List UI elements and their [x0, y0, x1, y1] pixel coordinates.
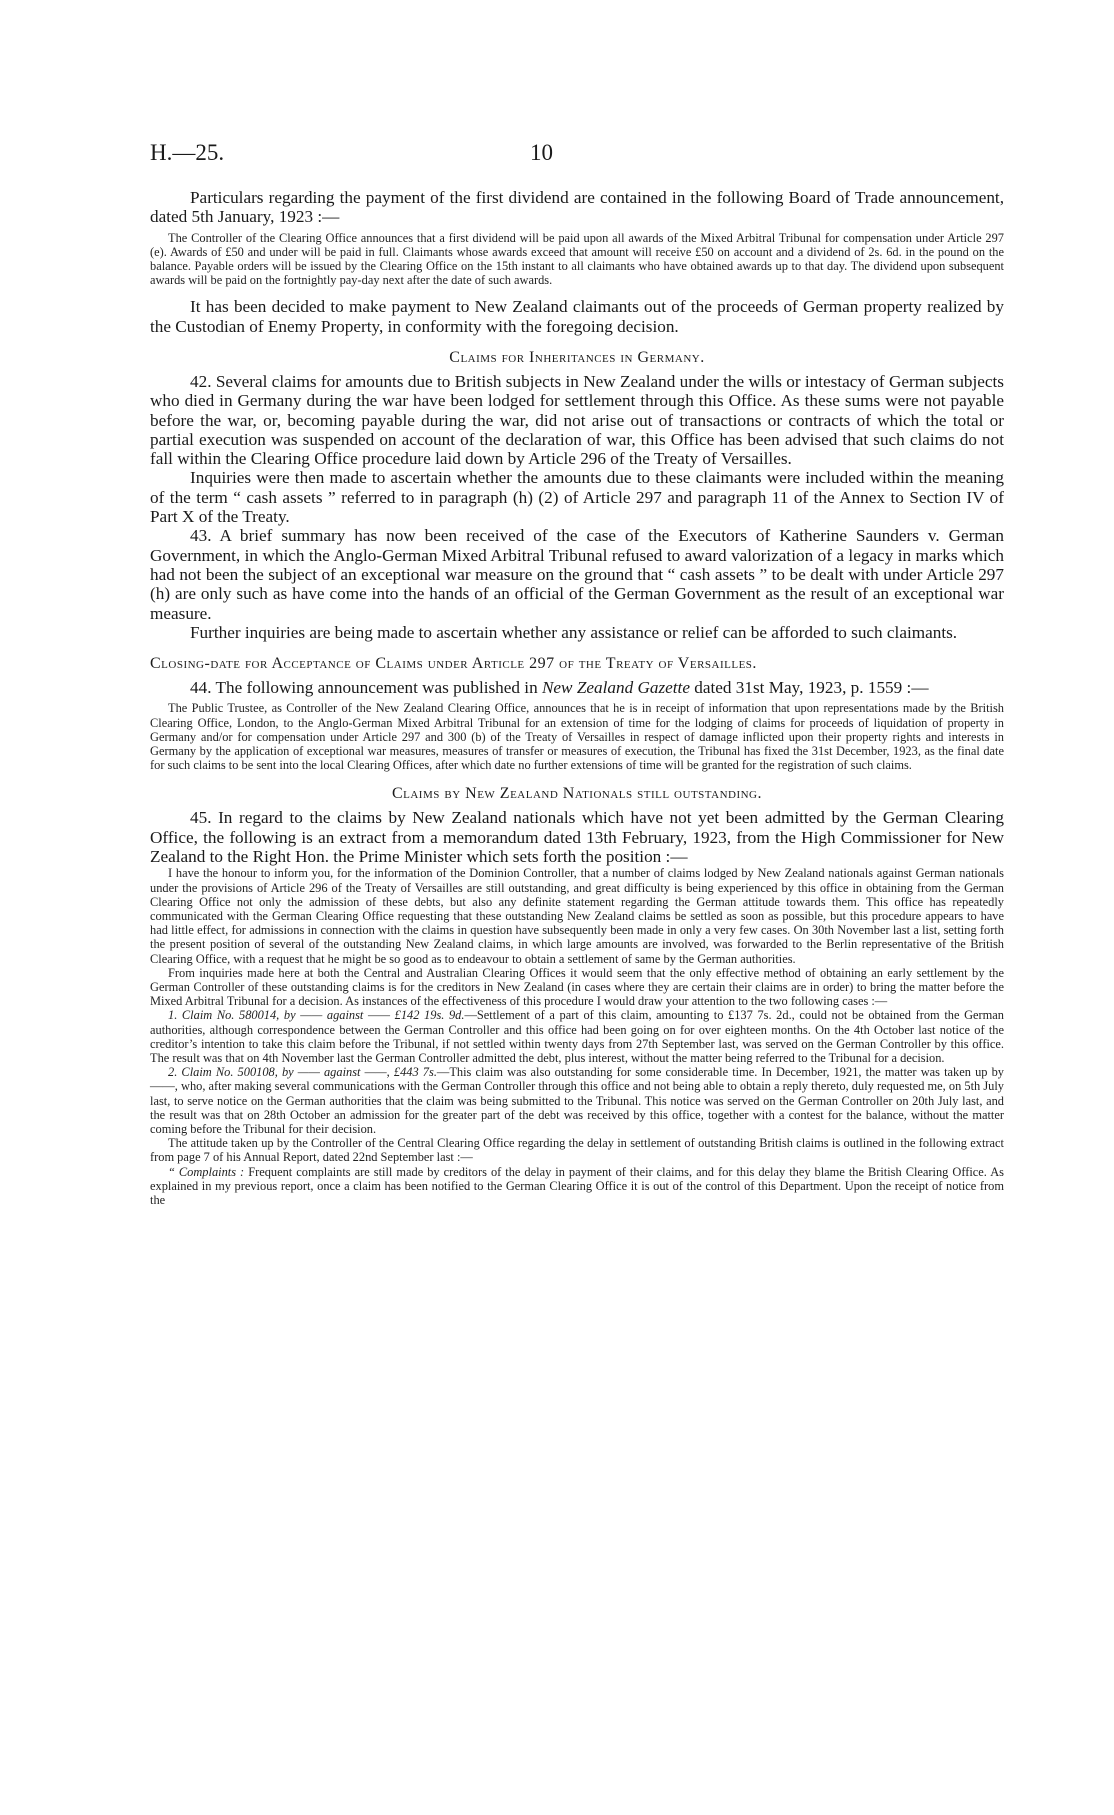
public-trustee-quote: The Public Trustee, as Controller of the New Zealand Clearing Office, announces that he is in receipt of information that upon representations made by the British Clearing Office, London, to the Anglo-German Mixed Arbitral Tribunal for an extension of time for the lodging of claims for proceeds of liquidation of property in Germany and/or for compensation under Article 297 and 300 (b) of the Treaty of Versailles in respect of damage inflicted upon their property rights and interests in Germany by the application of exceptional war measures, measures of transfer or measures of execution, the Tribunal has fixed the 31st December, 1923, as the final date for such claims to be sent into the local Clearing Offices, after which date no further extensions of time will be granted for the registration of such claims. [150, 701, 1004, 773]
case-1-title: 1. Claim No. 580014, by —— against —— £142 19s. 9d. [168, 1008, 465, 1023]
further-inquiries-paragraph: Further inquiries are being made to ascertain whether any assistance or relief can be afforded to such claimants. [190, 622, 958, 642]
paragraph-45: 45. In regard to the claims by New Zealand nationals which have not yet been admitted by the German Clearing Office, the following is an extract from a memorandum dated 13th February, 1923, from the High Commissioner for New Zealand to the Right Hon. the Prime Minister which sets forth the position :— [150, 808, 1004, 867]
case-2: 2. Claim No. 500108, by —— against ——, £443 7s.—This claim was also outstanding for some considerable time. In December, 1921, the matter was taken up by ——, who, after making several communications with the German Controller through this office and not being able to obtain a reply thereto, duly requested me, on 5th July last, to serve notice on the German authorities that the claim was being submitted to the Tribunal. This notice was served on the German Controller on 20th July last, and the result was that on 28th October an admission for the greater part of the debt was received by this office, together with a contest for the balance, without the matter coming before the Tribunal for their decision. [150, 1065, 1004, 1137]
document-page [150, 140, 1004, 1207]
paragraph-43: 43. A brief summary has now been received of the case of the Executors of Katherine Saunders v. German Government, in which the Anglo-German Mixed Arbitral Tribunal refused to award valorization of a legacy in marks which had not been the subject of an exceptional war measure on the ground that “ cash assets ” to be dealt with under Article 297 (h) are only such as have come into the hands of an official of the German Government as the result of an exceptional war measure. [150, 526, 1004, 623]
case-1: 1. Claim No. 580014, by —— against —— £142 19s. 9d.—Settlement of a part of this claim, amounting to £137 7s. 2d., could not be obtained from the German authorities, although correspondence between the German Controller and this office had been going on for over eighteen months. On the 4th October last notice of the creditor’s intention to take this claim before the Tribunal, if not settled within twenty days from 27th September last, was served on the German Controller by this office. The result was that on 4th November last the German Controller admitted the debt, plus interest, without the matter being referred to the Tribunal for a decision. [150, 1008, 1004, 1065]
complaints-title: “ Complaints : [168, 1164, 245, 1179]
section-heading-inheritances: Claims for Inheritances in Germany. [449, 349, 705, 366]
gazette-title: New Zealand Gazette [541, 678, 690, 698]
paragraph-44: 44. The following announcement was published in New Zealand Gazette dated 31st May, 1923, p. 1559 :— [190, 678, 929, 698]
document-reference: H.—25. [150, 140, 225, 165]
inquiries-paragraph: Inquiries were then made to ascertain whether the amounts due to these claimants were included within the meaning of the term “ cash assets ” referred to in paragraph (h) (2) of Article 297 and paragraph 11 of the Annex to Section IV of Part X of the Treaty. [150, 468, 1004, 527]
complaints-paragraph: “ Complaints : Frequent complaints are still made by creditors of the delay in payment of their claims, and for this delay they blame the British Clearing Office. As explained in my previous report, once a claim has been notified to the German Clearing Office it is out of the control of this Department. Upon the receipt of notice from the [150, 1164, 1004, 1208]
letter-paragraph: The attitude taken up by the Controller of the Central Clearing Office regarding the delay in settlement of outstanding British claims is outlined in the following extract from page 7 of his Annual Report, dated 22nd September last :— [150, 1136, 1004, 1165]
board-of-trade-quote: The Controller of the Clearing Office announces that a first dividend will be paid upon all awards of the Mixed Arbitral Tribunal for compensation under Article 297 (e). Awards of £50 and under will be paid in full. Claimants whose awards exceed that amount will receive £50 on account and a dividend of 2s. 6d. in the pound on the balance. Payable orders will be issued by the Clearing Office on the 15th instant to all claimants who have obtained awards up to that day. The dividend upon subsequent awards will be paid on the fortnightly pay-day next after the date of such awards. [150, 230, 1004, 288]
page-header [150, 140, 1004, 174]
letter-paragraph: From inquiries made here at both the Central and Australian Clearing Offices it would seem that the only effective method of obtaining an early settlement by the German Controller of these outstanding claims is for the creditors in New Zealand (in cases where they are certain their claims are in order) to bring the matter before the Mixed Arbitral Tribunal for a decision. As instances of the effectiveness of this procedure I would draw your attention to the two following cases :— [150, 965, 1004, 1009]
section-heading-outstanding: Claims by New Zealand Nationals still outstanding. [391, 785, 763, 803]
high-commissioner-letter [150, 866, 1004, 1207]
intro-paragraph: Particulars regarding the payment of the first dividend are contained in the following Board of Trade announcement, dated 5th January, 1923 :— [150, 188, 1004, 227]
case-2-title: 2. Claim No. 500108, by —— against ——, £443 7s. [168, 1065, 437, 1080]
page-number: 10 [530, 140, 553, 165]
paragraph-42: 42. Several claims for amounts due to British subjects in New Zealand under the wills or intestacy of German subjects who died in Germany during the war have been lodged for settlement through this Office. As these sums were not payable before the war, or, becoming payable during the war, did not arise out of transactions or contracts of which the total or partial execution was suspended on account of the declaration of war, this Office has been advised that such claims do not fall within the Clearing Office procedure laid down by Article 296 of the Treaty of Versailles. [150, 372, 1004, 469]
decision-paragraph: It has been decided to make payment to New Zealand claimants out of the proceeds of German property realized by the Custodian of Enemy Property, in conformity with the foregoing decision. [150, 297, 1004, 336]
letter-paragraph: I have the honour to inform you, for the information of the Dominion Controller, that a number of claims lodged by New Zealand nationals against German nationals under the provisions of Article 296 of the Treaty of Versailles are still outstanding, and great difficulty is being experienced by this office in obtaining from the German Clearing Office not only the admission of these debts, but also any definite statement regarding the German attitude towards them. This office has repeatedly communicated with the German Clearing Office requesting that these outstanding New Zealand claims be settled as soon as possible, but this procedure appears to have had little effect, for admissions in connection with the claims in question have subsequently been made in only a very few cases. On 30th November last a list, setting forth the present position of several of the outstanding New Zealand claims, in which large amounts are involved, was forwarded to the Berlin representative of the British Clearing Office, with a request that he might be so good as to endeavour to obtain a settlement of same by the German authorities. [150, 866, 1004, 966]
section-heading-closing-date: Closing-date for Acceptance of Claims under Article 297 of the Treaty of Versailles. [150, 655, 757, 673]
